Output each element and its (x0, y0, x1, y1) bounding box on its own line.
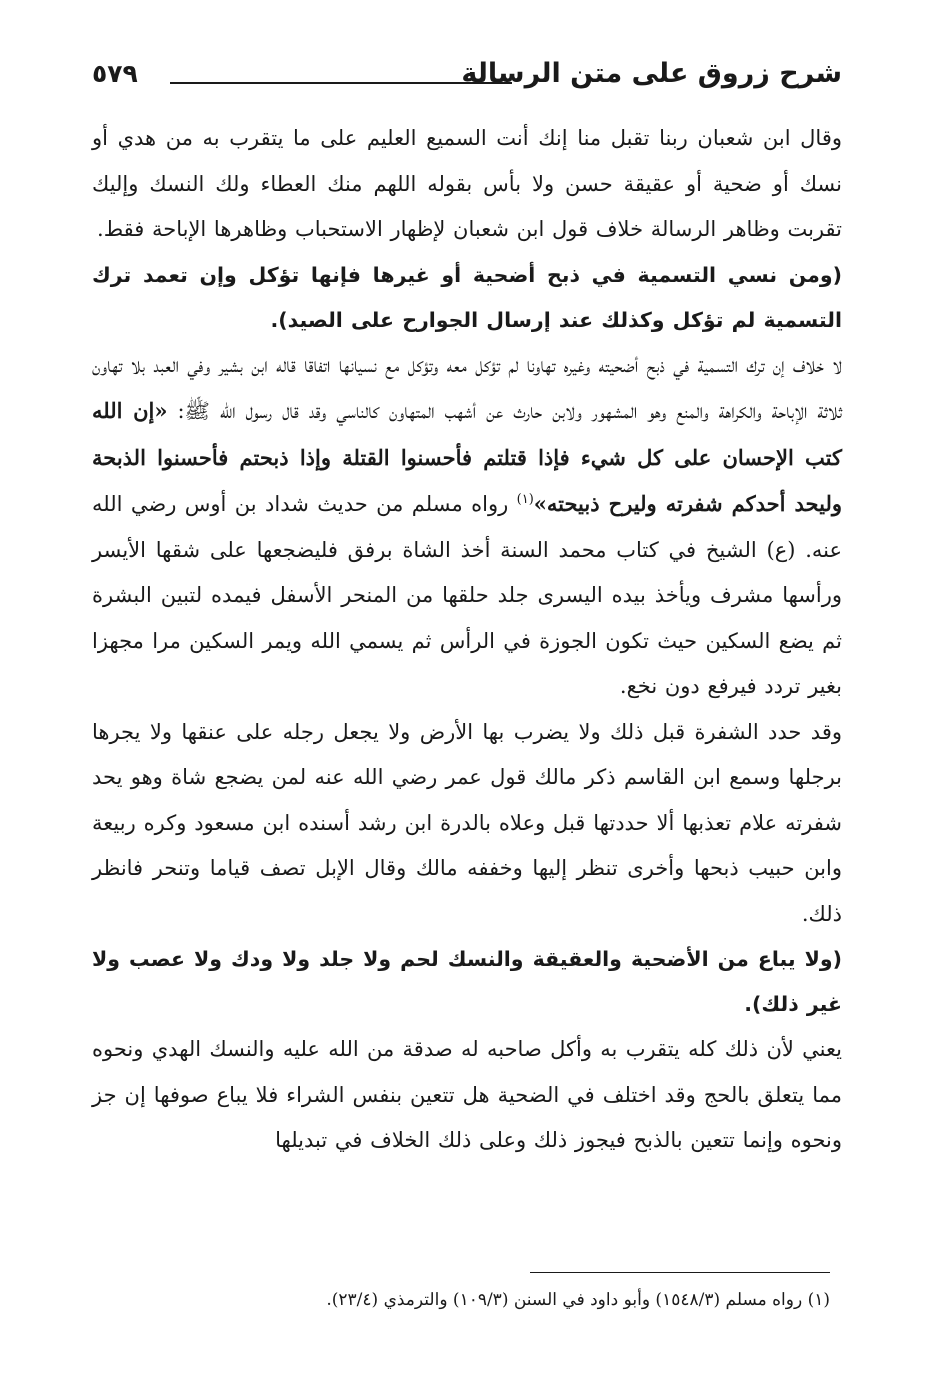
paragraph-sharpening-blade: وقد حدد الشفرة قبل ذلك ولا يضرب بها الأرض ولا يجعل رجله على عنقها ولا يجرها برجلها وسمع ابن القاسم ذكر مالك قول عمر رضي الله عنه لمن يضجع شاة وهو يحد شفرته علام تعذبها ألا حددتها قبل وعلاه بالدرة ابن رشد أسنده ابن مسعود وكره ربيعة وابن حبيب ذبحها وأخرى تنظر إليها وخففه مالك وقال الإبل تصف قياما وتنحر فانظر ذلك. (92, 719, 842, 926)
matn-heading-tasmiya: (ومن نسي التسمية في ذبح أضحية أو غيرها فإنها تؤكل وإن تعمد ترك التسمية لم تؤكل وكذلك عند إرسال الجوارح على الصيد). (92, 262, 842, 332)
paragraph-selling-commentary: يعني لأن ذلك كله يتقرب به وأكل صاحبه له صدقة من الله عليه والنسك الهدي ونحوه مما يتعلق بالحج وقد اختلف في الضحية هل تتعين بنفس الشراء فلا يباع صوفها إن جز ونحوه وإنما تتعين بالذبح فيجوز ذلك وعلى ذلك الخلاف في تبديلها (92, 1037, 842, 1152)
header-rule (170, 82, 512, 84)
hadith-quote: «إن الله كتب الإحسان على كل شيء فإذا قتلتم فأحسنوا القتلة وإذا ذبحتم فأحسنوا الذبحة وليحد أحدكم شفرته وليرح ذبيحته» (92, 398, 842, 516)
running-header-title: شرح زروق على متن الرسالة (461, 58, 842, 89)
paragraph-text-after-hadith: رواه مسلم من حديث شداد بن أوس رضي الله عنه. (ع) الشيخ في كتاب محمد السنة أخذ الشاة برفق فليضجعها على شقها الأيسر ورأسها مشرف ويأخذ بيده اليسرى جلد حلقها من المنحر الأسفل فيمده لتبين البشرة ثم يضع السكين حيث تكون الجوزة في الرأس ثم يسمي الله ويمر السكين مرا مجهزا بغير تردد فيرفع دون نخع. (92, 492, 842, 698)
footnote-reference: (١) (516, 492, 534, 507)
footnote: (١) رواه مسلم (١٥٤٨/٣) وأبو داود في السنن (١٠٩/٣) والترمذي (٢٣/٤). (326, 1290, 830, 1310)
running-header (92, 54, 842, 102)
page-number: ٥٧٩ (92, 59, 138, 88)
book-page (92, 40, 842, 1360)
page-body (92, 116, 842, 1164)
paragraph-text-before-hadith: لا خلاف إن ترك التسمية في ذبح أضحيته وغيره تهاونا لم تؤكل معه وتؤكل مع نسيانها اتفاقا قاله ابن بشير وفي العبد بلا تهاون ثلاثة الإباحة والكراهة والمنع وهو المشهور ولابن حارث عن أشهب المتهاون كالناسي وقد قال رسول الله ﷺ: (92, 352, 842, 423)
matn-heading-selling: (ولا يباع من الأضحية والعقيقة والنسك لحم ولا جلد ولا ودك ولا عصب ولا غير ذلك). (92, 947, 842, 1016)
footnote-separator (530, 1272, 830, 1273)
paragraph-ibn-shaban: وقال ابن شعبان ربنا تقبل منا إنك أنت السميع العليم على ما يتقرب به من هدي أو نسك أو ضحية أو عقيقة حسن ولا بأس بقوله اللهم منك العطاء ولك النسك وإليك تقربت وظاهر الرسالة خلاف قول ابن شعبان لإظهار الاستحباب وظاهرها الإباحة فقط. (92, 126, 842, 241)
paragraph-tasmiya-commentary (92, 343, 842, 710)
